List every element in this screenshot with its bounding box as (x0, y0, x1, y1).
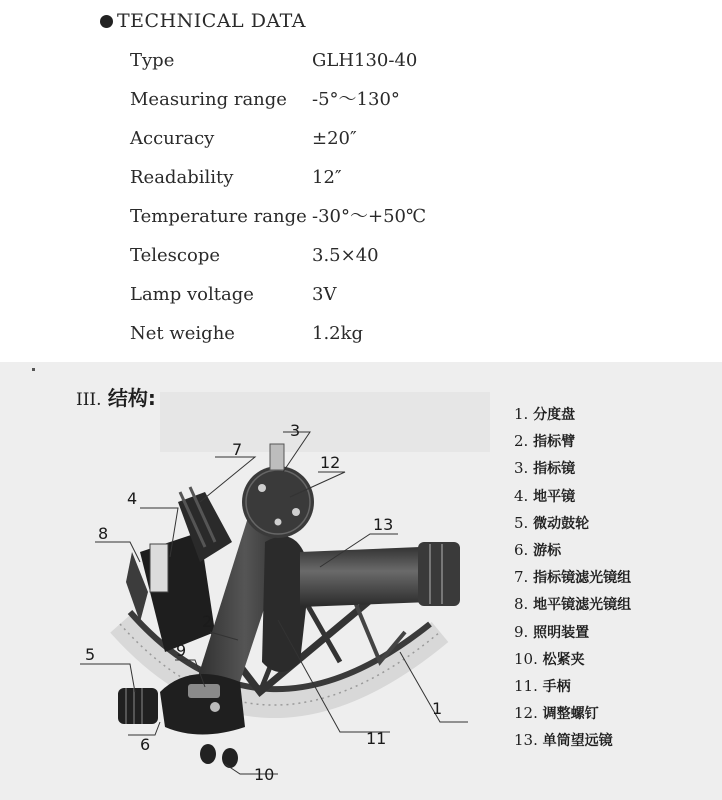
list-item (514, 401, 631, 428)
index-mirror-disc (242, 466, 314, 538)
callout-12: 12 (320, 453, 341, 472)
technical-data-title: TECHNICAL DATA (117, 10, 306, 32)
part-number: 1. (514, 405, 529, 423)
part-name: 照明装置 (533, 624, 590, 641)
list-item (514, 700, 631, 727)
telescope-body (300, 547, 430, 607)
spec-label: Lamp voltage (130, 284, 254, 305)
part-number: 5. (514, 513, 529, 532)
callout-2: 2 (202, 612, 213, 631)
callout-9: 9 (176, 641, 187, 660)
callout-10: 10 (254, 765, 275, 784)
part-number: 2. (514, 432, 529, 451)
bullet-icon (100, 15, 113, 28)
vernier-housing (160, 674, 245, 735)
spec-label: Type (130, 50, 175, 71)
adjusting-screw (275, 519, 282, 526)
list-item (514, 673, 631, 700)
spec-value: -5°～130° (312, 89, 400, 110)
part-number: 3. (514, 459, 529, 478)
callout-13: 13 (373, 515, 394, 534)
part-name: 地平镜 (533, 488, 576, 505)
list-item (514, 727, 631, 754)
micrometer-drum (118, 688, 158, 724)
spec-label: Readability (130, 167, 234, 188)
callout-3: 3 (290, 421, 301, 440)
section-title: 结构: (107, 386, 156, 410)
callout-11: 11 (366, 729, 387, 748)
part-name: 单筒望远镜 (542, 733, 613, 750)
part-name: 指标镜 (533, 461, 576, 478)
illumination-unit (188, 684, 220, 698)
spec-value: ±20″ (312, 128, 357, 149)
list-item (514, 483, 631, 510)
part-name: 地平镜滤光镜组 (533, 597, 632, 614)
list-item (514, 455, 631, 482)
part-name: 指标臂 (533, 434, 576, 451)
telescope-eyepiece (418, 542, 460, 606)
spec-value: 12″ (312, 167, 342, 188)
part-name: 手柄 (542, 678, 571, 695)
index-mirror (270, 444, 284, 470)
part-number: 4. (514, 486, 529, 505)
parts-list (514, 401, 631, 754)
spec-value: -30°～+50℃ (312, 206, 427, 227)
spec-label: Measuring range (130, 89, 287, 110)
section-number: III. (76, 390, 102, 410)
part-number: 7. (514, 568, 529, 587)
part-number: 11. (514, 676, 538, 695)
list-item (514, 619, 631, 646)
callout-4: 4 (127, 489, 138, 508)
spec-label: Accuracy (130, 128, 215, 149)
part-name: 指标镜滤光镜组 (533, 570, 632, 587)
callout-8: 8 (98, 524, 109, 543)
part-name: 调整螺钉 (542, 706, 599, 723)
part-number: 12. (514, 704, 538, 723)
part-number: 8. (514, 595, 529, 614)
background-blur (160, 392, 490, 452)
spec-value: 1.2kg (312, 323, 364, 344)
spec-value: 3.5×40 (312, 245, 379, 266)
list-item (514, 428, 631, 455)
callout-5: 5 (85, 645, 96, 664)
spec-label: Telescope (130, 245, 220, 266)
callout-6: 6 (140, 735, 151, 754)
technical-data-heading (100, 10, 306, 32)
part-name: 松紧夹 (542, 651, 585, 668)
adjusting-screw (258, 484, 266, 492)
vernier-window (210, 702, 220, 712)
list-item (514, 591, 631, 618)
list-item (514, 564, 631, 591)
list-item (514, 537, 631, 564)
part-number: 13. (514, 731, 538, 750)
callout-1: 1 (432, 699, 443, 718)
list-item (514, 646, 631, 673)
release-clamp (200, 744, 216, 764)
part-name: 游标 (533, 542, 562, 559)
spec-label: Temperature range (130, 206, 307, 227)
part-name: 微动鼓轮 (533, 515, 590, 532)
leader-5 (80, 664, 135, 692)
adjusting-screw (292, 508, 300, 516)
sextant-illustration (0, 362, 500, 800)
list-item (514, 510, 631, 537)
horizon-mirror (150, 544, 168, 592)
part-number: 9. (514, 622, 529, 641)
callout-7: 7 (232, 440, 243, 459)
part-number: 10. (514, 649, 538, 668)
spec-label: Net weighe (130, 323, 235, 344)
part-name: 分度盘 (533, 407, 576, 423)
part-number: 6. (514, 540, 529, 559)
spec-value: 3V (312, 284, 337, 305)
spec-value: GLH130-40 (312, 50, 418, 71)
release-clamp (222, 748, 238, 768)
